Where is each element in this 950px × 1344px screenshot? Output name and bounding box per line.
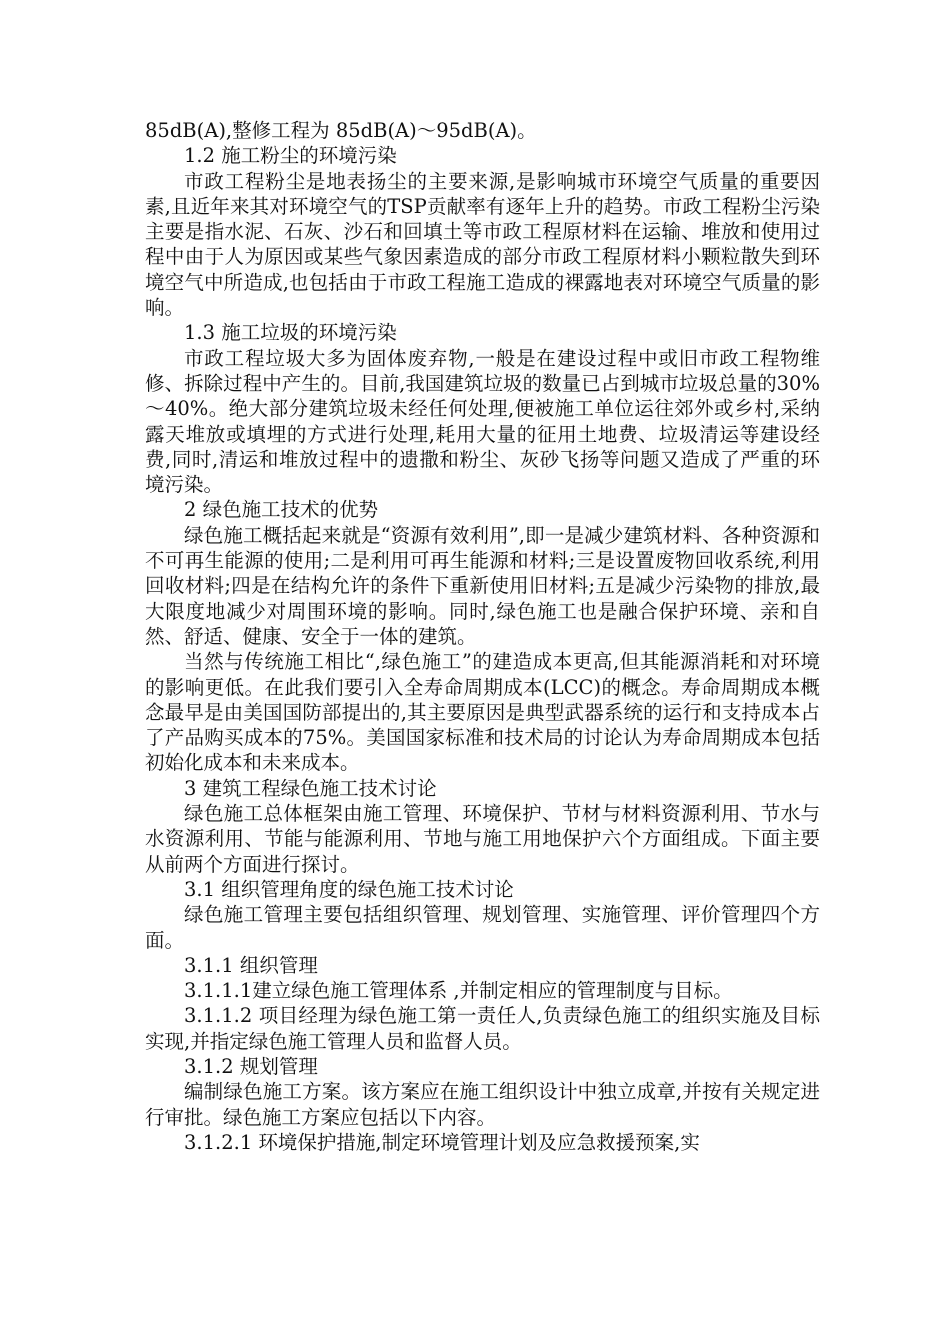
- paragraph-3-1-1-1: 3.1.1.1建立绿色施工管理体系 ,并制定相应的管理制度与目标。: [184, 979, 733, 1003]
- paragraph-waste-pollution: 市政工程垃圾大多为固体废弃物,一般是在建设过程中或旧市政工程物维修、拆除过程中产生的。目前,我国建筑垃圾的数量已占到城市垃圾总量的30%～40%。绝大部分建筑垃圾未经任何处理,便被施工单位运往郊外或乡村,采纳露天堆放或填埋的方式进行处理,耗用大量的征用土地费、垃圾清运等建设经费,同时,清运和堆放过程中的遗撒和粉尘、灰砂飞扬等问题又造成了严重的环境污染。: [145, 346, 820, 497]
- paragraph-management-aspects: 绿色施工管理主要包括组织管理、规划管理、实施管理、评价管理四个方面。: [145, 903, 820, 952]
- section-heading-1-3: 1.3 施工垃圾的环境污染: [184, 321, 397, 345]
- section-heading-3-1: 3.1 组织管理角度的绿色施工技术讨论: [184, 877, 514, 901]
- paragraph-lifecycle-cost: 当然与传统施工相比“,绿色施工”的建造成本更高,但其能源消耗和对环境的影响更低。在此我们要引入全寿命周期成本(LCC)的概念。寿命周期成本概念最早是由美国国防部提出的,其主要原因是典型武器系统的运行和支持成本占了产品购买成本的75%。美国国家标准和技术局的讨论认为寿命周期成本包括初始化成本和未来成本。: [145, 650, 820, 775]
- section-heading-3: 3 建筑工程绿色施工技术讨论: [184, 776, 437, 800]
- paragraph-framework: 绿色施工总体框架由施工管理、环境保护、节材与材料资源利用、节水与水资源利用、节能与能源利用、节地与施工用地保护六个方面组成。下面主要从前两个方面进行探讨。: [145, 802, 820, 876]
- section-heading-2: 2 绿色施工技术的优势: [184, 498, 379, 522]
- section-heading-3-1-1: 3.1.1 组织管理: [184, 953, 318, 977]
- paragraph-plan: 编制绿色施工方案。该方案应在施工组织设计中独立成章,并按有关规定进行审批。绿色施工方案应包括以下内容。: [145, 1080, 820, 1129]
- paragraph-dust-pollution: 市政工程粉尘是地表扬尘的主要来源,是影响城市环境空气质量的重要因素,且近年来其对环境空气的TSP贡献率有逐年上升的趋势。市政工程粉尘污染主要是指水泥、石灰、沙石和回填土等市政工程原材料在运输、堆放和使用过程中由于人为原因或某些气象因素造成的部分市政工程原材料小颗粒散失到环境空气中所造成,也包括由于市政工程施工造成的裸露地表对环境空气质量的影响。: [145, 169, 820, 320]
- document-page: [145, 118, 820, 1155]
- paragraph-3-1-2-1: 3.1.2.1 环境保护措施,制定环境管理计划及应急救援预案,实: [184, 1130, 700, 1154]
- paragraph-3-1-1-2: 3.1.1.2 项目经理为绿色施工第一责任人,负责绿色施工的组织实施及目标实现,并指定绿色施工管理人员和监督人员。: [145, 1004, 820, 1053]
- paragraph-continued: 85dB(A),整修工程为 85dB(A)～95dB(A)。: [145, 119, 537, 142]
- paragraph-green-advantages: 绿色施工概括起来就是“资源有效利用”,即一是减少建筑材料、各种资源和不可再生能源的使用;二是利用可再生能源和材料;三是设置废物回收系统,利用回收材料;四是在结构允许的条件下重新使用旧材料;五是减少污染物的排放,最大限度地减少对周围环境的影响。同时,绿色施工也是融合保护环境、亲和自然、舒适、健康、安全于一体的建筑。: [145, 523, 820, 648]
- section-heading-1-2: 1.2 施工粉尘的环境污染: [184, 144, 397, 168]
- section-heading-3-1-2: 3.1.2 规划管理: [184, 1054, 318, 1078]
